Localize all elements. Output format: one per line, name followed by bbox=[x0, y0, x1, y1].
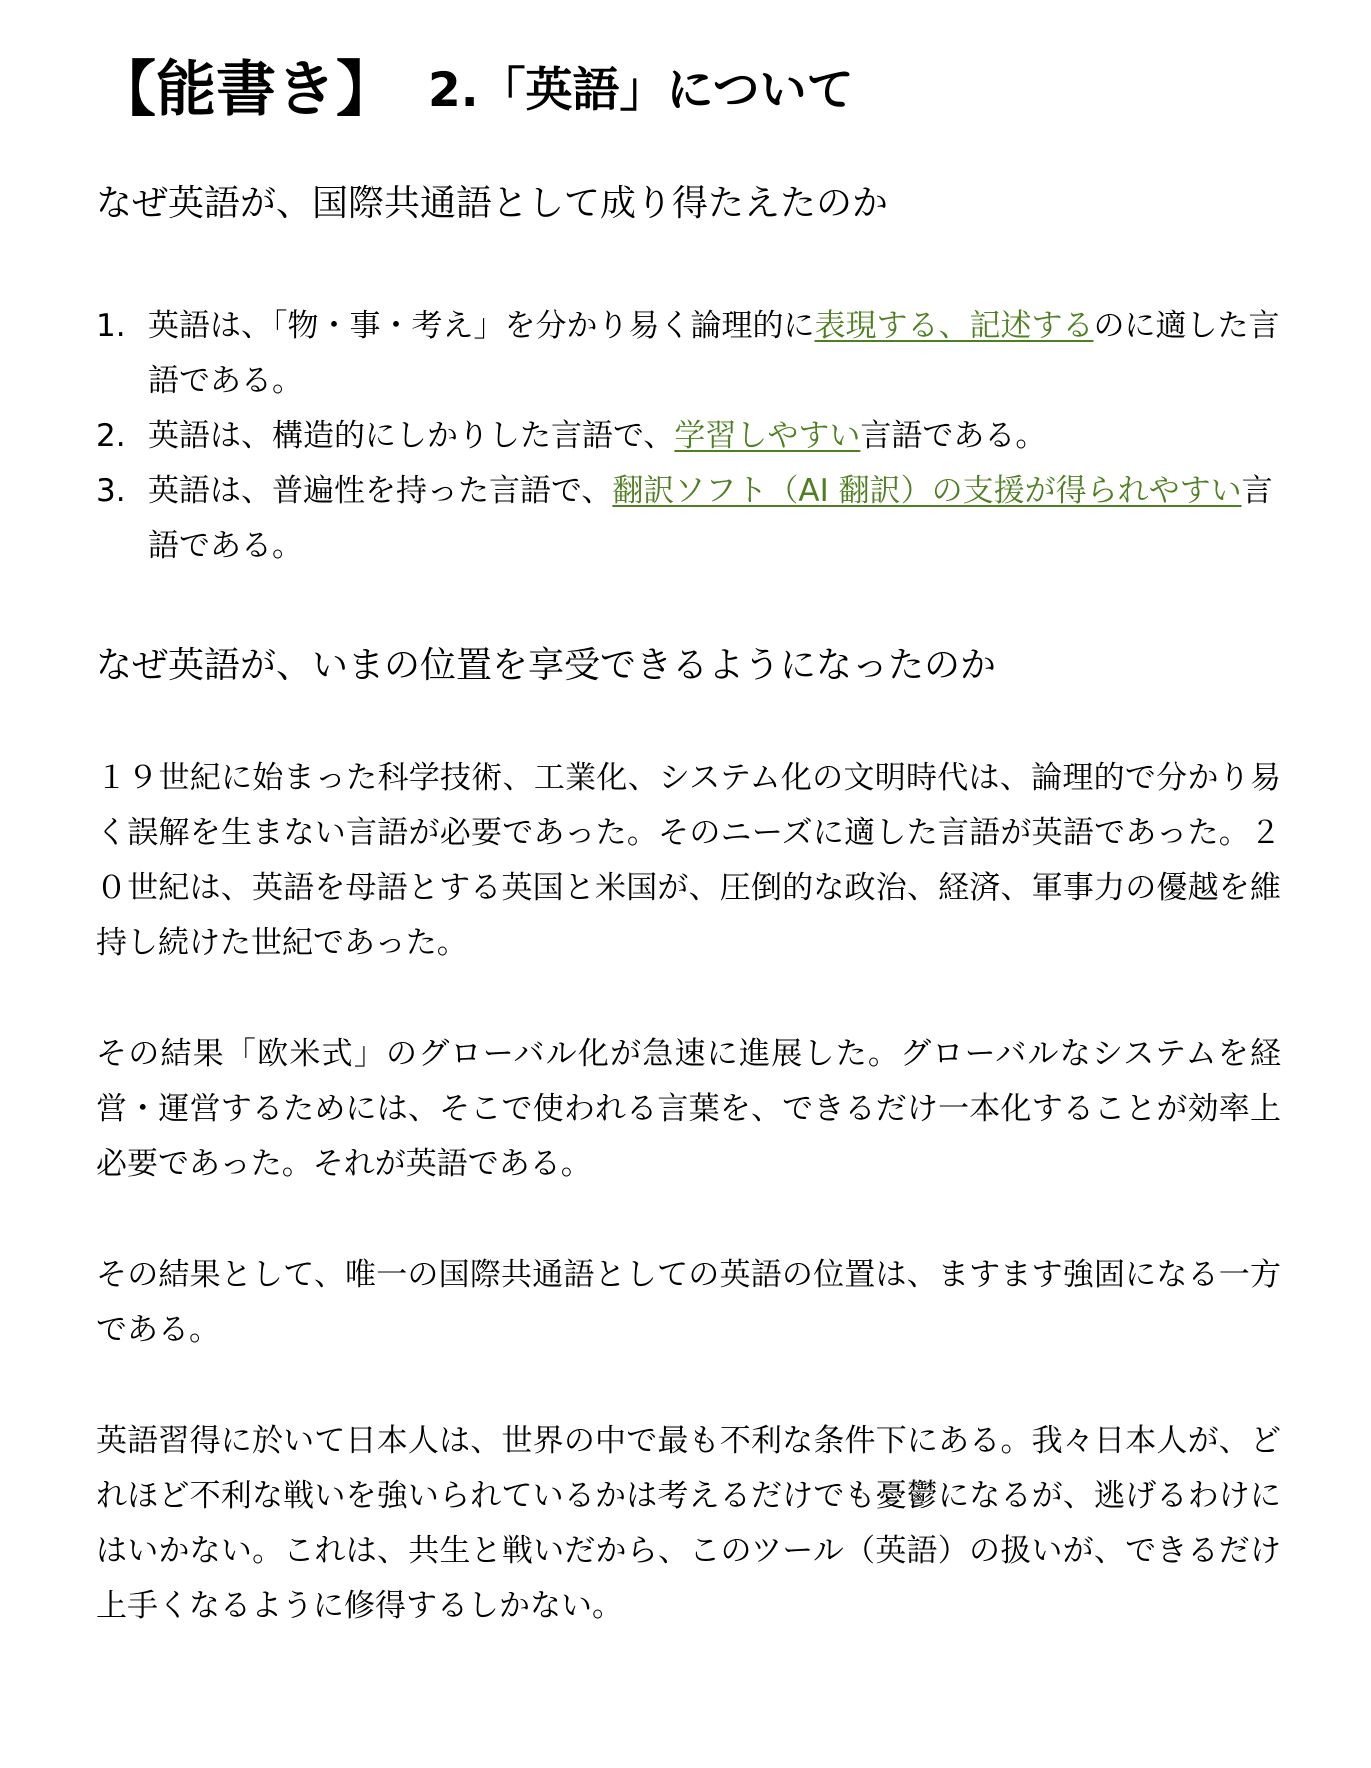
body-paragraph: その結果として、唯一の国際共通語としての英語の位置は、ますます強固になる一方である。 bbox=[96, 1257, 1281, 1349]
list-item-text bbox=[148, 409, 1281, 464]
list-item-link[interactable]: 表現する、記述する bbox=[814, 308, 1094, 345]
list-item-text-before: 英語は、構造的にしかりした言語で、 bbox=[148, 418, 675, 455]
body-paragraph: その結果「欧米式」のグローバル化が急速に進展した。グローバルなシステムを経営・運営するためには、そこで使われる言葉を、できるだけ一本化することが効率上必要であった。それが英語である。 bbox=[96, 1036, 1281, 1183]
list-item-text-after: 言語である。 bbox=[148, 473, 1273, 565]
list-item-text-after: のに適した言語である。 bbox=[148, 308, 1280, 400]
title-sub: 2.「英語」について bbox=[428, 62, 854, 118]
title-main: 【能書き】 bbox=[96, 55, 396, 125]
list-item bbox=[96, 299, 1281, 409]
document-page bbox=[96, 40, 1281, 1634]
list-item-text-after: 言語である。 bbox=[860, 418, 1047, 455]
list-item-text bbox=[148, 299, 1281, 409]
list-item-text-before: 英語は、普遍性を持った言語で、 bbox=[148, 473, 613, 510]
reasons-list bbox=[96, 299, 1281, 574]
page-title bbox=[96, 40, 1281, 140]
list-item-link[interactable]: 翻訳ソフト（AI 翻訳）の支援が得られやすい bbox=[612, 473, 1242, 510]
body-paragraph: １９世紀に始まった科学技術、工業化、システム化の文明時代は、論理的で分かり易く誤解を生まない言語が必要であった。そのニーズに適した言語が英語であった。２０世紀は、英語を母語とする英国と米国が、圧倒的な政治、経済、軍事力の優越を維持し続けた世紀であった。 bbox=[96, 760, 1281, 962]
list-item-text bbox=[148, 464, 1281, 574]
list-item-link[interactable]: 学習しやすい bbox=[674, 418, 861, 455]
body-paragraph: 英語習得に於いて日本人は、世界の中で最も不利な条件下にある。我々日本人が、どれほど不利な戦いを強いられているかは考えるだけでも憂鬱になるが、逃げるわけにはいかない。これは、共生と戦いだから、このツール（英語）の扱いが、できるだけ上手くなるように修得するしかない。 bbox=[96, 1423, 1281, 1625]
list-item-text-before: 英語は、「物・事・考え」を分かり易く論理的に bbox=[148, 308, 815, 345]
list-item bbox=[96, 464, 1281, 574]
list-item-number: 2. bbox=[96, 418, 126, 455]
list-item-number: 1. bbox=[96, 308, 126, 345]
section1-heading: なぜ英語が、国際共通語として成り得たえたのか bbox=[96, 183, 889, 224]
section2-heading: なぜ英語が、いまの位置を享受できるようになったのか bbox=[96, 645, 997, 687]
list-item-number: 3. bbox=[96, 473, 126, 510]
list-item bbox=[96, 409, 1281, 464]
